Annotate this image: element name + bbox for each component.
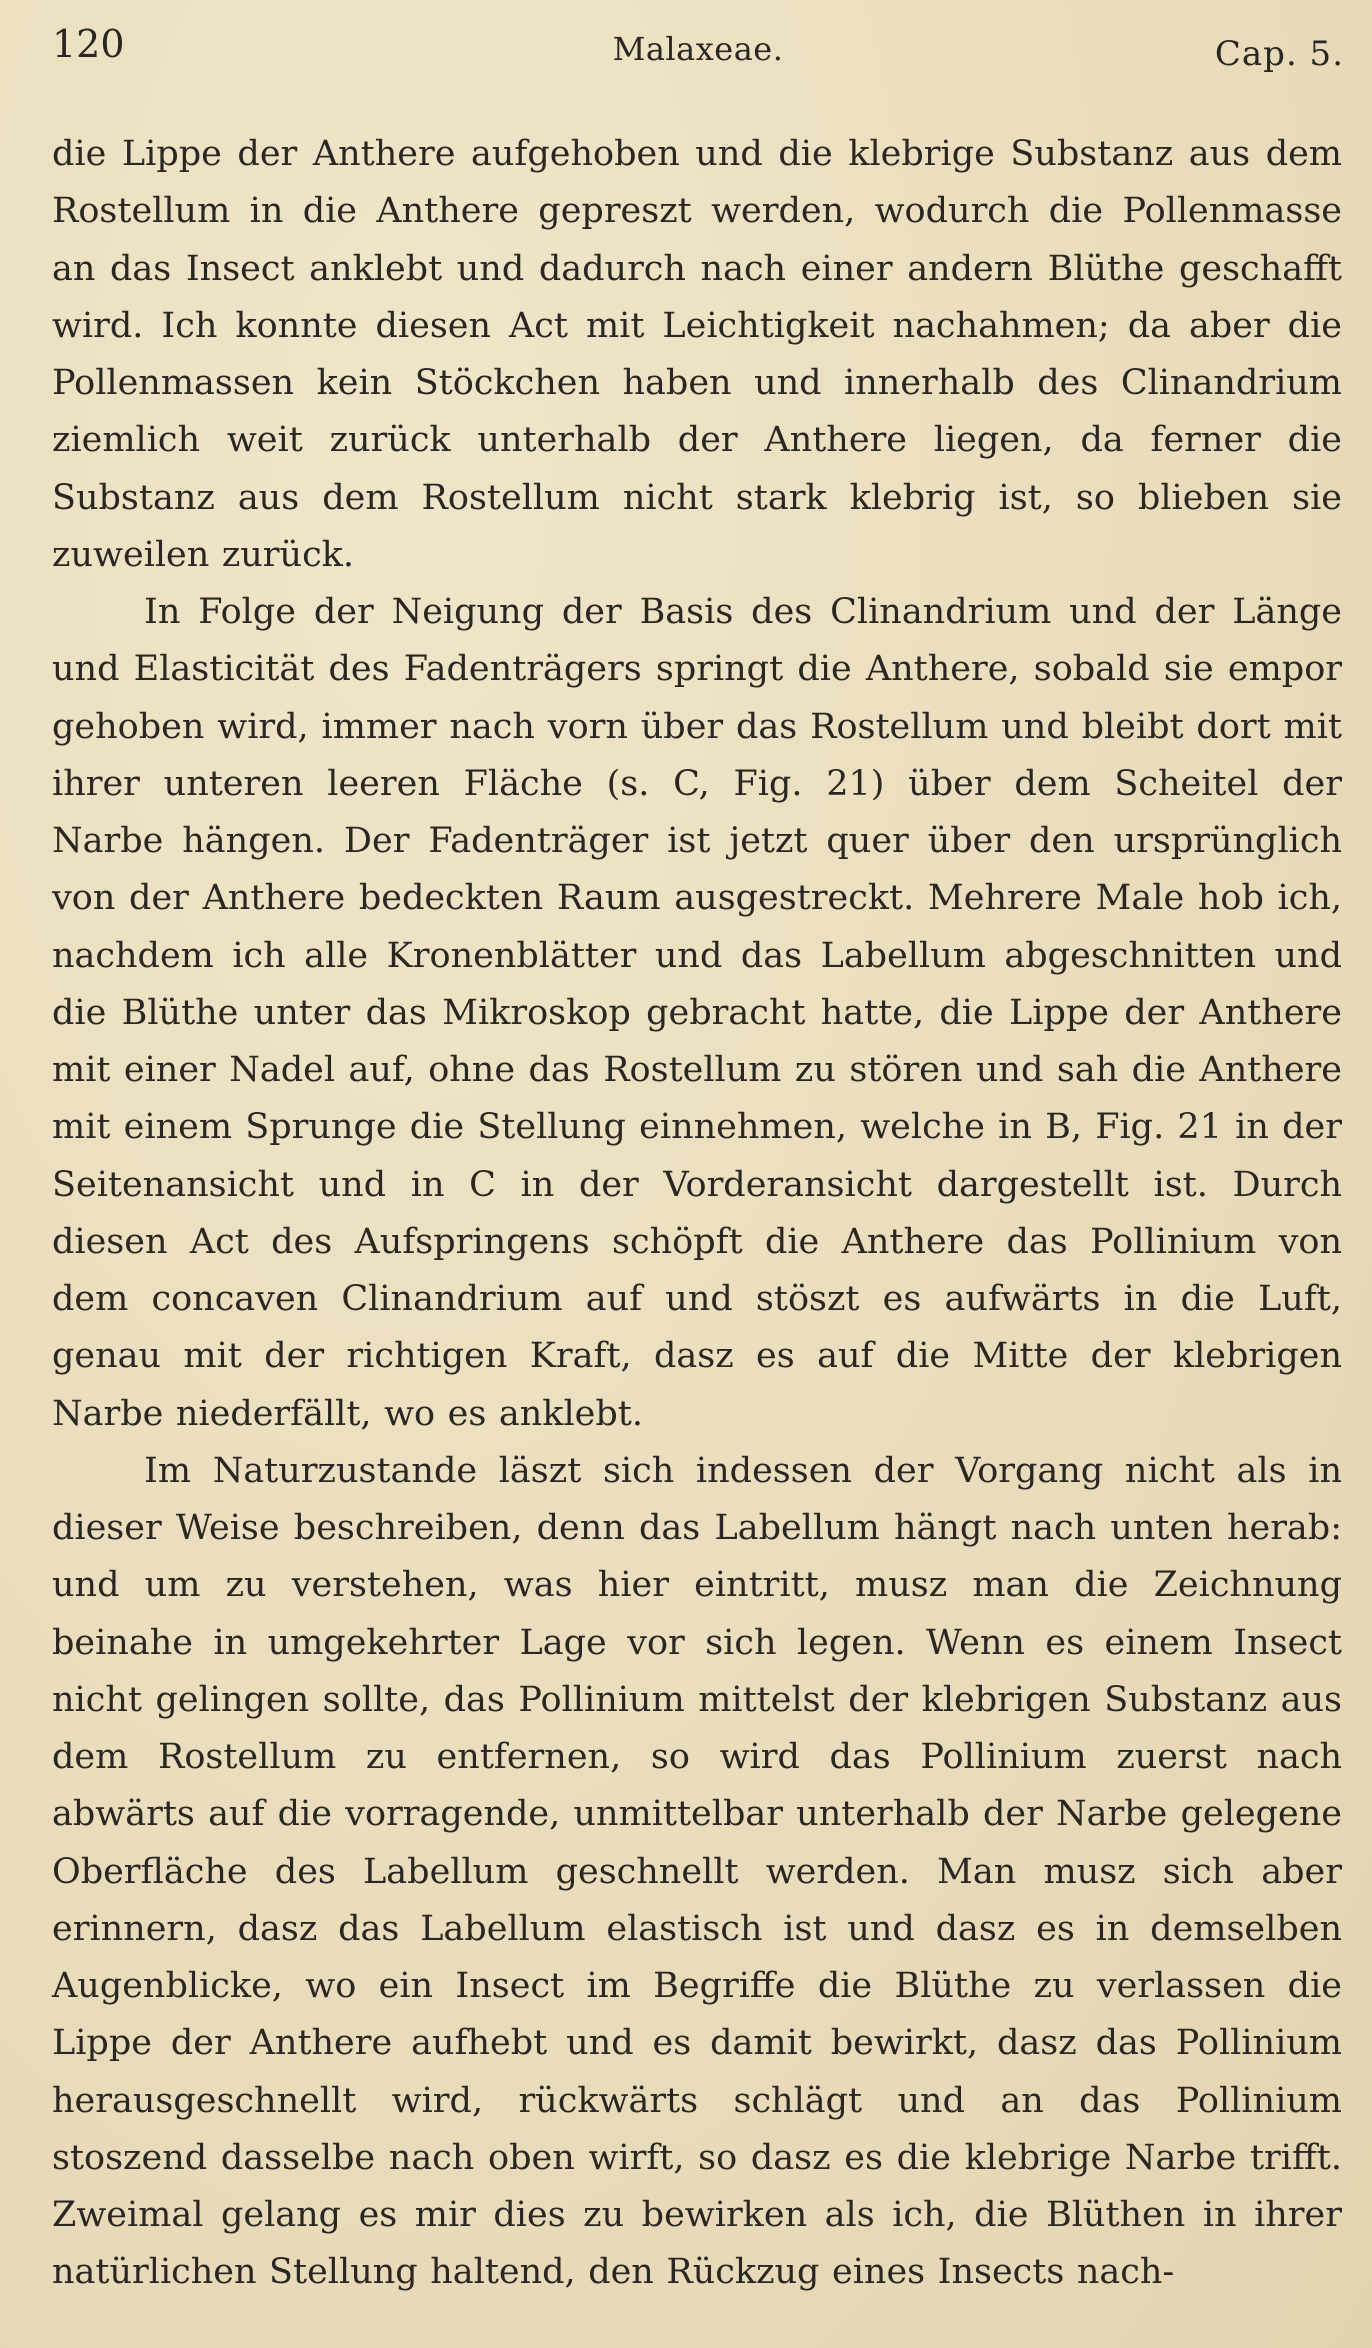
page-number: 120	[52, 22, 125, 66]
chapter-label: Cap. 5.	[1214, 34, 1344, 74]
paragraph-continuation: die Lippe der Anthere aufgehoben und die klebrige Substanz aus dem Rostellum in die Anthere gepreszt werden, wodurch die Pollenmasse an das Insect anklebt und dadurch nach einer andern Blüthe geschafft wird. Ich konnte diesen Act mit Leichtigkeit nachahmen; da aber die Pollenmassen kein Stöckchen haben und innerhalb des Clinandrium ziemlich weit zurück unterhalb der Anthere liegen, da ferner die Substanz aus dem Rostellum nicht stark klebrig ist, so blieben sie zuweilen zurück.	[52, 134, 1342, 575]
body-text	[52, 126, 1342, 2302]
page-header	[52, 22, 1344, 82]
running-title: Malaxeae.	[612, 30, 784, 68]
paragraph-natural-state: Im Naturzustande läszt sich indessen der Vorgang nicht als in dieser Weise beschreiben, denn das Labellum hängt nach unten herab: und um zu verstehen, was hier eintritt, musz man die Zeichnung beinahe in umgekehrter Lage vor sich legen. Wenn es einem Insect nicht gelingen sollte, das Pollinium mittelst der klebrigen Substanz aus dem Rostellum zu entfernen, so wird das Pollinium zuerst nach abwärts auf die vorragende, unmittelbar unterhalb der Narbe gelegene Oberfläche des Labellum geschnellt werden. Man musz sich aber erinnern, dasz das Labellum elastisch ist und dasz es in demselben Augenblicke, wo ein Insect im Begriffe die Blüthe zu verlassen die Lippe der Anthere aufhebt und es damit bewirkt, dasz das Pollinium herausgeschnellt wird, rückwärts schlägt und an das Pollinium stoszend dasselbe nach oben wirft, so dasz es die klebrige Narbe trifft. Zweimal gelang es mir dies zu bewirken als ich, die Blüthen in ihrer natürlichen Stellung haltend, den Rückzug eines Insects nach-	[52, 1450, 1342, 2293]
paragraph-anther-spring: In Folge der Neigung der Basis des Clinandrium und der Länge und Elasticität des Fadenträgers springt die Anthere, sobald sie empor gehoben wird, immer nach vorn über das Rostellum und bleibt dort mit ihrer unteren leeren Fläche (s. C, Fig. 21) über dem Scheitel der Narbe hängen. Der Fadenträger ist jetzt quer über den ursprünglich von der Anthere bedeckten Raum ausgestreckt. Mehrere Male hob ich, nachdem ich alle Kronenblätter und das Labellum abgeschnitten und die Blüthe unter das Mikroskop gebracht hatte, die Lippe der Anthere mit einer Nadel auf, ohne das Rostellum zu stören und sah die Anthere mit einem Sprunge die Stellung einnehmen, welche in B, Fig. 21 in der Seitenansicht und in C in der Vorderansicht dargestellt ist. Durch diesen Act des Aufspringens schöpft die Anthere das Pollinium von dem concaven Clinandrium auf und stöszt es aufwärts in die Luft, genau mit der richtigen Kraft, dasz es auf die Mitte der klebrigen Narbe niederfällt, wo es anklebt.	[52, 592, 1342, 1434]
